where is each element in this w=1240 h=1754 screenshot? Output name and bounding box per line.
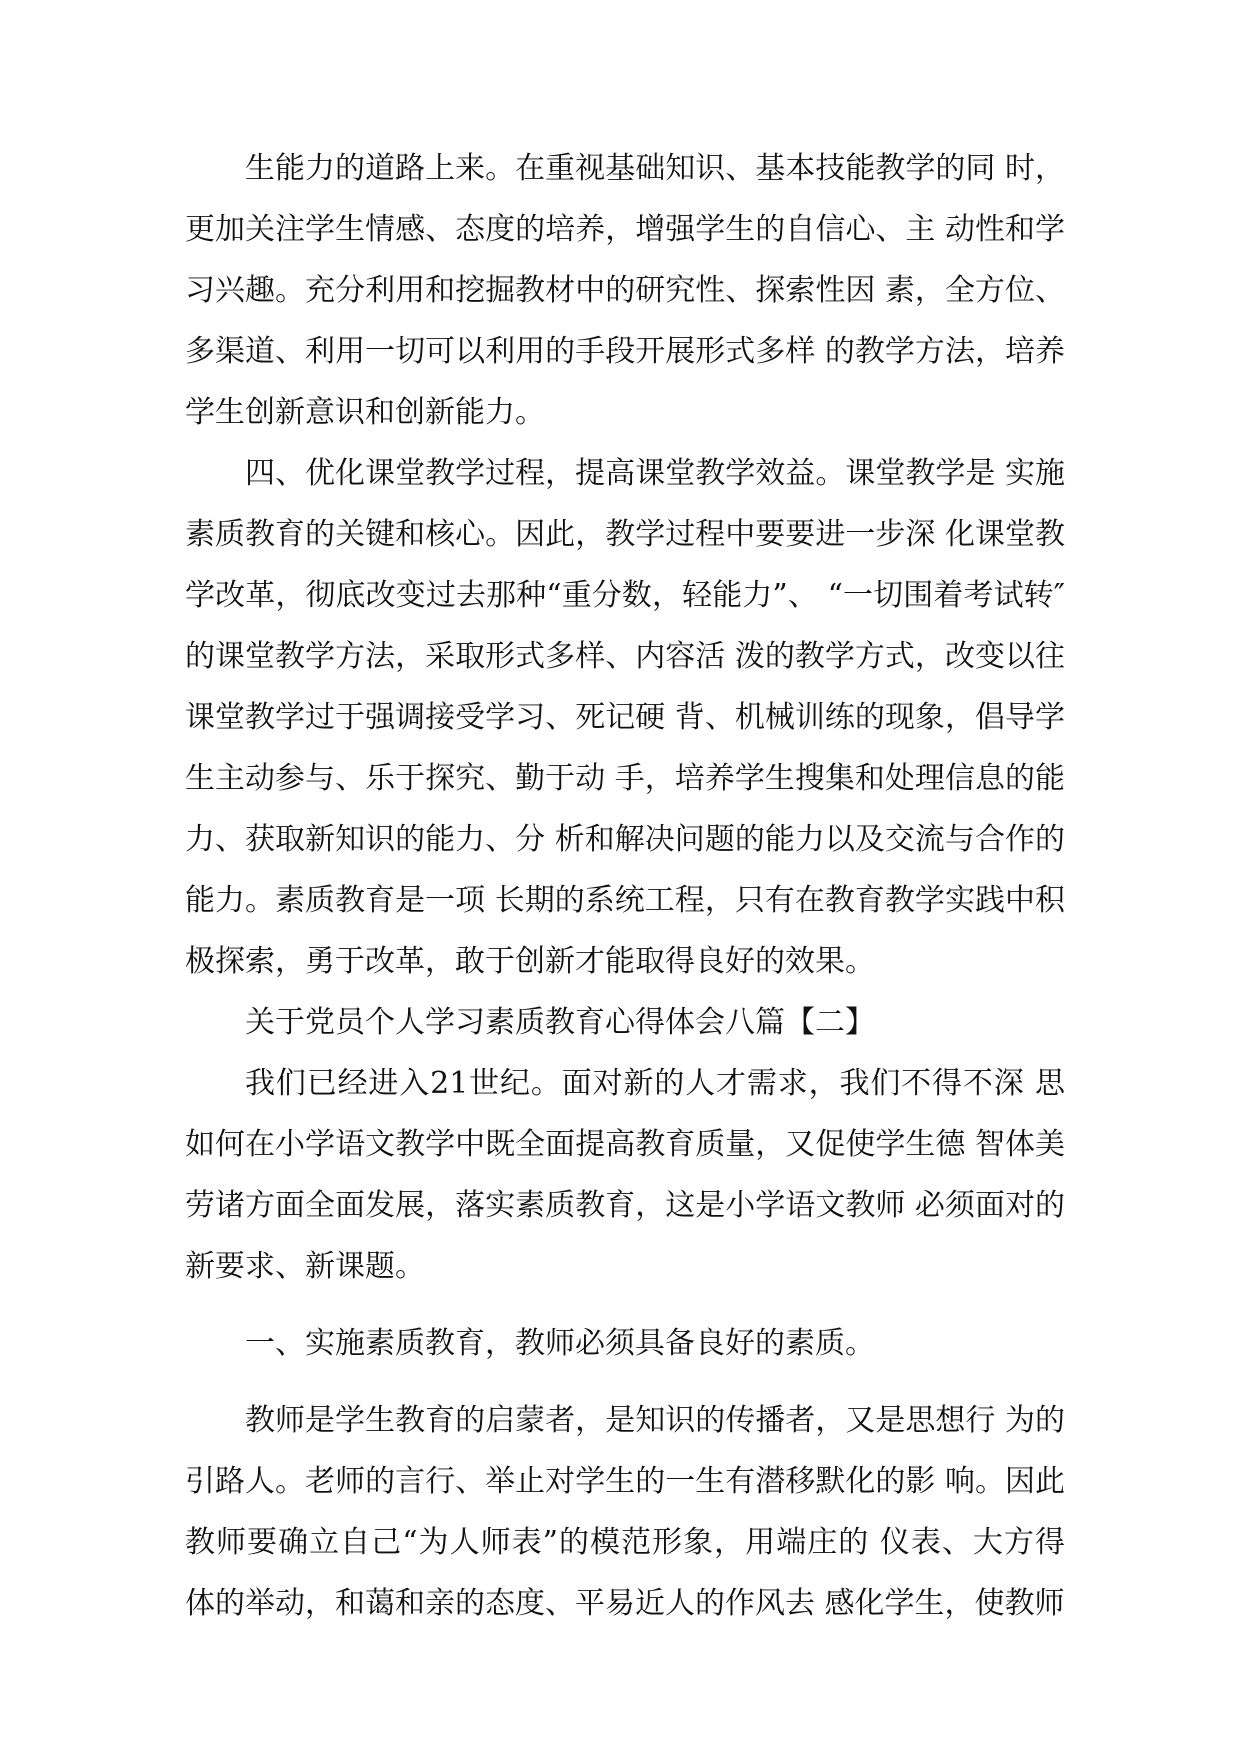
paragraph-intro: 我们已经进入21世纪。面对新的人才需求，我们不得不深 思如何在小学语文教学中既全面提高教育质量，又促使学生德 智体美劳诸方面全面发展，落实素质教育，这是小学语文教师 必须面对的新要求、新课题。 — [185, 1066, 1065, 1284]
paragraph-continuation: 生能力的道路上来。在重视基础知识、基本技能教学的同 时，更加关注学生情感、态度的培养，增强学生的自信心、主 动性和学习兴趣。充分利用和挖掘教材中的研究性、探索性因 素，全方位、多渠道、利用一切可以利用的手段开展形式多样 的教学方法，培养学生创新意识和创新能力。 — [185, 151, 1065, 430]
section-heading-one: 一、实施素质教育，教师必须具备良好的素质。 — [245, 1326, 875, 1361]
document-body — [185, 138, 1065, 1634]
article-heading: 关于党员个人学习素质教育心得体会八篇【二】 — [245, 1005, 875, 1040]
paragraph-section-four: 四、优化课堂教学过程，提高课堂教学效益。课堂教学是 实施素质教育的关键和核心。因此，教学过程中要要进一步深 化课堂教学改革，彻底改变过去那种“重分数，轻能力”、 “一切围着考试转″的课堂教学方法，采取形式多样、内容活 泼的教学方式，改变以往课堂教学过于强调接受学习、死记硬 背、机械训练的现象，倡导学生主动参与、乐于探究、勤于动 手，培养学生搜集和处理信息的能力、获取新知识的能力、分 析和解决问题的能力以及交流与合作的能力。素质教育是一项 长期的系统工程，只有在教育教学实践中积极探索，勇于改革，敢于创新才能取得良好的效果。 — [185, 456, 1065, 979]
paragraph-teacher: 教师是学生教育的启蒙者，是知识的传播者，又是思想行 为的引路人。老师的言行、举止对学生的一生有潜移默化的影 响。因此教师要确立自己“为人师表”的模范形象，用端庄的 仪表、大方得体的举动，和蔼和亲的态度、平易近人的作风去 感化学生，使教师 — [185, 1403, 1065, 1621]
